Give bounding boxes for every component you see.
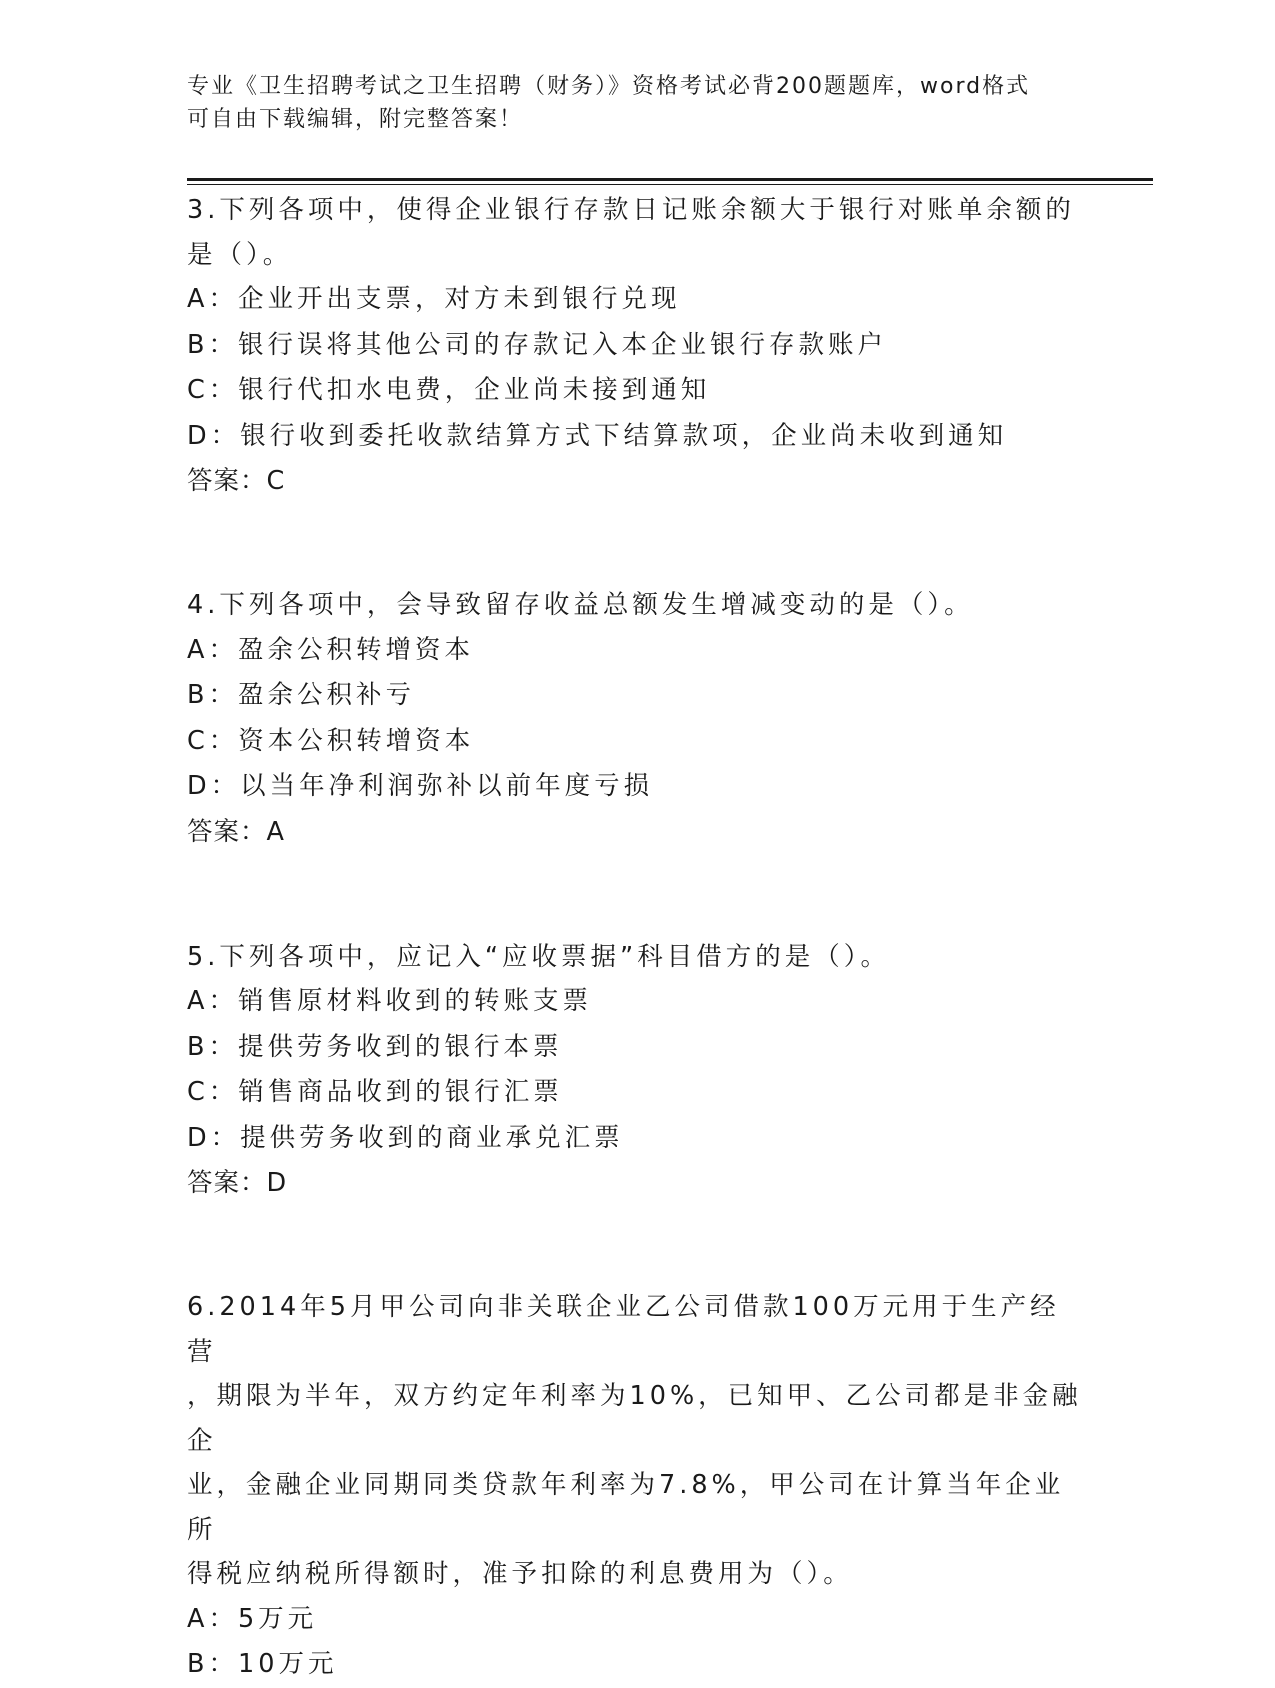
question-stem-line: 5.下列各项中，应记入“应收票据”科目借方的是（）。 (187, 941, 891, 972)
option-d: D：提供劳务收到的商业承兑汇票 (187, 1122, 624, 1153)
question-4 (187, 583, 1087, 855)
answer-line: 答案：C (187, 466, 286, 496)
option-b: B：盈余公积补亏 (187, 680, 415, 710)
option-b: B：提供劳务收到的银行本票 (187, 1031, 563, 1062)
option-d: D：以当年净利润弥补以前年度亏损 (187, 771, 654, 801)
option-a: A：盈余公积转增资本 (187, 634, 474, 665)
option-a: A：销售原材料收到的转账支票 (187, 986, 592, 1016)
option-c: C：银行代扣水电费，企业尚未接到通知 (187, 375, 711, 405)
question-stem-line: 得税应纳税所得额时，准予扣除的利息费用为（）。 (187, 1559, 853, 1589)
question-6 (187, 1285, 1087, 1688)
option-a: A：企业开出支票，对方未到银行兑现 (187, 284, 681, 314)
question-stem-line: 4.下列各项中，会导致留存收益总额发生增减变动的是（）。 (187, 590, 974, 620)
header-line-2: 可自由下载编辑，附完整答案！ (187, 107, 524, 132)
option-b: B：10万元 (187, 1649, 338, 1679)
option-c: C：销售商品收到的银行汇票 (187, 1077, 563, 1107)
question-5 (187, 935, 1087, 1207)
header-divider-thick (187, 178, 1153, 181)
option-c: C：资本公积转增资本 (187, 725, 475, 756)
option-a: A：5万元 (187, 1603, 318, 1634)
question-list (187, 188, 1087, 1688)
option-d: D：银行收到委托收款结算方式下结算款项，企业尚未收到通知 (187, 420, 1008, 451)
question-stem-line: 6.2014年5月甲公司向非关联企业乙公司借款100万元用于生产经营 (187, 1292, 1060, 1367)
document-header (187, 70, 1087, 136)
answer-line: 答案：A (187, 816, 285, 847)
question-3 (187, 188, 1087, 504)
header-line-1: 专业《卫生招聘考试之卫生招聘（财务）》资格考试必背200题题库，word格式 (187, 74, 1031, 99)
question-stem-line: 是（）。 (187, 239, 293, 270)
question-stem-line: 3.下列各项中，使得企业银行存款日记账余额大于银行对账单余额的 (187, 195, 1075, 225)
answer-line: 答案：D (187, 1168, 288, 1198)
question-stem-line: 业，金融企业同期同类贷款年利率为7.8%，甲公司在计算当年企业所 (187, 1470, 1065, 1545)
question-stem-line: ，期限为半年，双方约定年利率为10%，已知甲、乙公司都是非金融企 (187, 1381, 1082, 1456)
option-b: B：银行误将其他公司的存款记入本企业银行存款账户 (187, 329, 887, 360)
header-divider-thin (187, 184, 1153, 185)
